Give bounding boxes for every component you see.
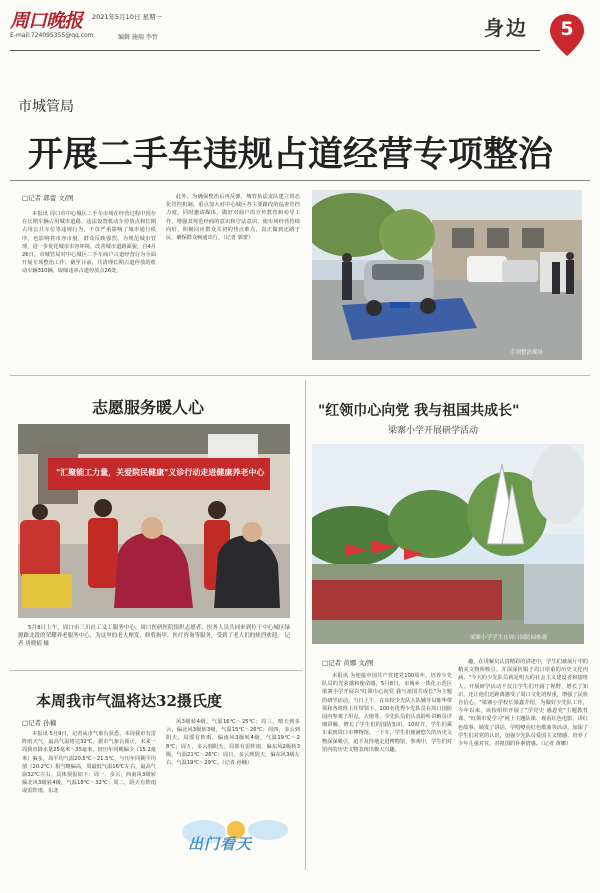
article1-col2 xyxy=(166,193,300,360)
article4-col1-text: 本报讯 5月9日，记者从市气象台获悉，本周我市有雷阵雨天气，最高气温将达32℃。据市气象台预计，未来一周我市降水量25毫米～35毫米，较历年同期偏少（15.2毫米）偏多，周平均气温20.5℃～21.5℃，与历年同期平均值（20.2℃）相当略偏高，周最低气温16℃左右，最高气温32℃左右。具体预报如下：周一，多云，西南风3级转偏北风3级转4级，气温18℃～32℃；周二，阴天有阵雨或雷阵雨，东北 xyxy=(22,731,156,795)
weather-badge: 出门看天 xyxy=(188,835,253,853)
activity-banner: "汇聚能工力量，关爱院民健康"义诊行动走进健康养老中心 xyxy=(56,468,265,477)
article4-col1 xyxy=(22,730,156,862)
article2-caption: 5月8日上午，周口市三川社工义工服务中心、周口医研医院组织志愿者、医务人员共同来到位于中心城区绿源路北段的荣耀养老服务中心，为这里的老人理发、修剪指甲、医疗咨询等服务，受到了老人们的热烈欢迎。 记者 唐晓娟 摄 xyxy=(18,625,290,647)
article4-byline: □记者 孙楠 xyxy=(22,719,57,727)
article1-headline: 开展二手车违规占道经营专项整治 xyxy=(28,134,554,175)
study-tour-photo xyxy=(312,444,584,644)
page-number: 5 xyxy=(560,18,574,40)
masthead-rule xyxy=(10,50,540,51)
newspaper-logo: 周口晚报 xyxy=(10,10,83,32)
section-divider xyxy=(10,375,590,376)
section-title: 身边 xyxy=(484,16,528,40)
article3-col2-text: 趣。在讲解员认真精彩的讲述中，学生们被展厅中的精美文物所吸引，并深深折服于周口厚重的历史文化内涵。"今天的少先队员就是明天的社会主义建设者和接班人，开展研学活动不仅让学生们开阔了视野，增长了知识，还让他们近距离感受了周口文化的厚重，增强了民族自信心。"梁寨小学校长梁鑫介绍，为做好少先队工作，今年以来，该校组织开展了"学党史 感恩党"主题教育课、"红领巾爱学习"网上主题队课、观看红色电影、讲红色故事、颁发了讲话，学唱嘹亮红色歌曲等活动，加深了学生们对党的认识，加强少先队员爱国主义情感，培养了少年儿童对党、对祖国的朴素情感。（记者 黄娜） xyxy=(458,659,588,748)
article4-col2 xyxy=(166,718,300,804)
article3-subhead: 梁寨小学开展研学活动 xyxy=(388,426,479,436)
article1-col1-text: 本报讯 周口市中心城区二手车市场在经营过程中因存在长期车辆占用城市道路、违法设置机动车停放点和长期占用公共车位等违规行为，不仅严重影响了城市通行秩序，也影响着市容市貌，群众反映强烈。为规范城市管理，进一步优化城市市容环境，改善城市道路面貌，自4月26日，市城管局对中心城区二手车商户占道经营行为全面开展专项整治工作。截至目前，共清理长期占道停放的机动车辆310辆，取缔违章占道停放点26处。 xyxy=(22,211,156,275)
photo3-caption: 梁寨小学学生在周口国防园参观 xyxy=(470,635,548,641)
article1-rule xyxy=(10,180,590,181)
haircut-photo xyxy=(18,424,290,618)
photo1-caption: 专项整治现场 xyxy=(510,350,544,356)
editors: 编辑 施瑞 李哲 xyxy=(118,34,158,41)
article4-headline: 本周我市气温将达32摄氏度 xyxy=(36,692,222,710)
article1-byline: □记者 郭蕾 文/图 xyxy=(22,194,74,202)
article2-headline: 志愿服务暖人心 xyxy=(92,398,205,417)
kicker: 市城管局 xyxy=(18,99,74,115)
article3-headline: "红领巾心向党 我与祖国共成长" xyxy=(318,403,520,419)
date-line: 2021年5月10日 星期一 xyxy=(92,13,163,21)
article4-col2-text: 风3级转4级，气温16℃～25℃；周三，晴天到多云，偏北风3级转3级，气温15℃～26℃；周四，多云到阴天，局部有阵雨，偏南风3级转4级，气温19℃～28℃；周五，多云到阴天，局部有雷阵雨，偏东风2级转3级，气温21℃～26℃；周日，多云到阴天，偏东风3级左右，气温19℃～29℃。（记者 孙楠） xyxy=(166,719,300,767)
masthead xyxy=(0,0,600,68)
email: E-mail:724095355@qq.com xyxy=(10,32,94,39)
article3-col1-text: 本报讯 为迎接中国共产党建党100周年，培养少先队员的光荣感和使命感，5月8日，市城乡一体化示范区梁寨小学开展以"红领巾心向党 我与祖国共成长"为主题的研学活动。当日上午，在该校少先队大队辅导员陈华带领和各班班主任带领下，100名优秀少先队员在周口国防园内参观了坦克、大炮等，少先队员们认真聆听讲解员详细讲解，增长了学生们的国防知识。10时许，学生们乘车来到周口市博物馆。一下车，学生们便被悠久的历史文物深深吸引，迫不及待地走进博物馆，参观中，学生们对馆内的历史文物表现出极大兴趣。 xyxy=(322,673,452,753)
article1-col1 xyxy=(22,210,156,360)
section-divider-2 xyxy=(10,670,302,671)
article1-col2-text: 此外，为确保整治后再反弹，城管执法支队建立常态化管控机制，重点加大对中心城区各主要路段的巡查管控力度，同时邀请媒体，做好对商户的宣传教育和劝导工作，增强其规范经商的意识和守法意识，使市场经营持续向好，积极回应群众关切的热点难点，真正做到还路于民，确保群众畅通出行。（记者 郭蕾） xyxy=(166,194,300,242)
article3-byline: □记者 黄娜 文/图 xyxy=(322,659,374,667)
column-divider xyxy=(305,380,306,870)
tow-truck-photo xyxy=(312,190,582,360)
article3-col1 xyxy=(322,672,452,872)
article3-col2 xyxy=(458,658,588,866)
